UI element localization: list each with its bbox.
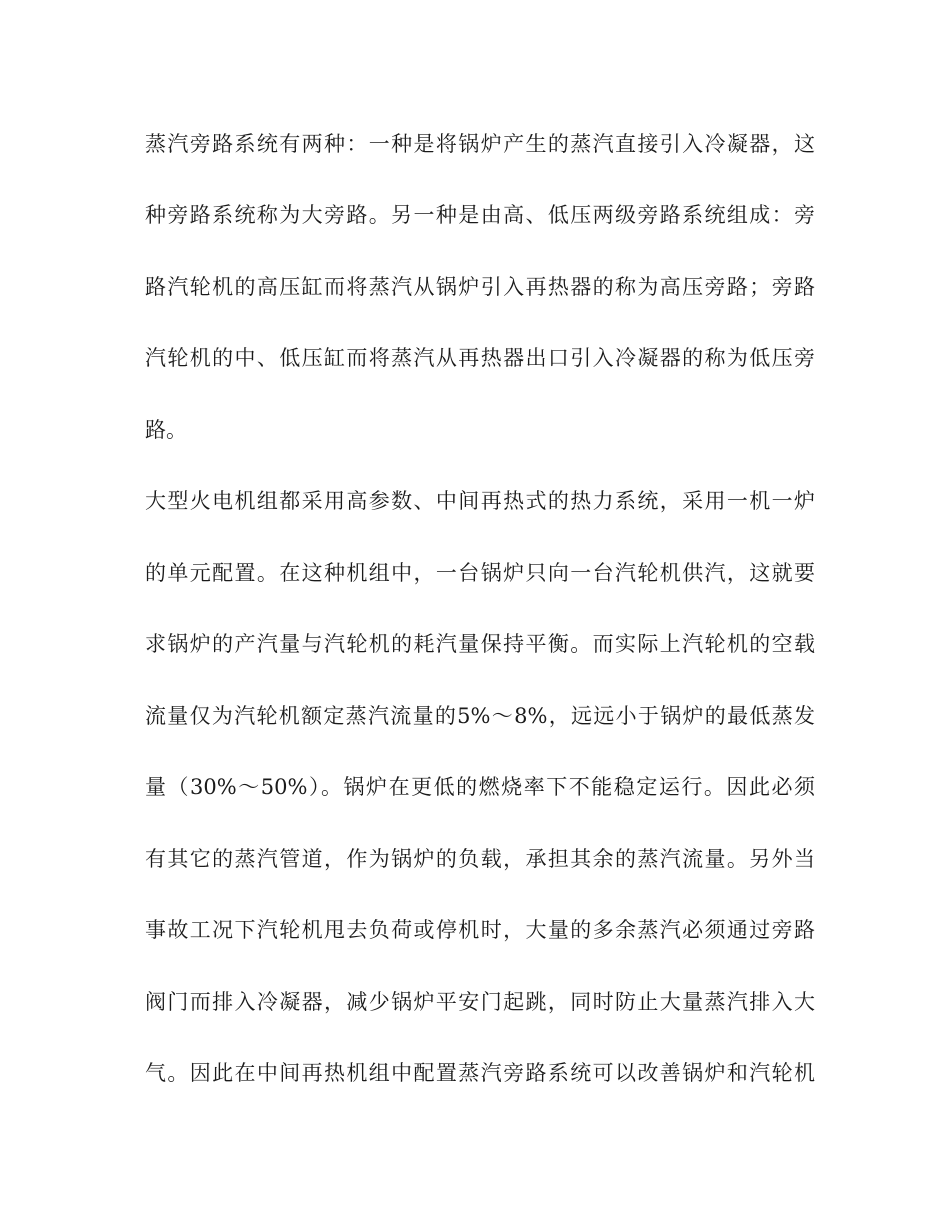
text-line: 汽轮机的中、低压缸而将蒸汽从再热器出口引入冷凝器的称为低压旁 — [145, 346, 815, 370]
text-line: 事故工况下汽轮机甩去负荷或停机时，大量的多余蒸汽必须通过旁路 — [145, 918, 815, 942]
text-line: 流量仅为汽轮机额定蒸汽流量的5%～8%，远远小于锅炉的最低蒸发 — [145, 704, 815, 728]
text-line: 有其它的蒸汽管道，作为锅炉的负载，承担其余的蒸汽流量。另外当 — [145, 847, 815, 871]
text-line: 的单元配置。在这种机组中，一台锅炉只向一台汽轮机供汽，这就要 — [145, 561, 815, 585]
text-line: 量（30%～50%）。锅炉在更低的燃烧率下不能稳定运行。因此必须 — [145, 775, 815, 799]
text-line: 气。因此在中间再热机组中配置蒸汽旁路系统可以改善锅炉和汽轮机 — [145, 1061, 815, 1085]
text-line: 求锅炉的产汽量与汽轮机的耗汽量保持平衡。而实际上汽轮机的空载 — [145, 632, 815, 656]
text-line: 大型火电机组都采用高参数、中间再热式的热力系统，采用一机一炉 — [145, 489, 815, 513]
text-line: 路。 — [145, 418, 187, 442]
text-line: 阀门而排入冷凝器，减少锅炉平安门起跳，同时防止大量蒸汽排入大 — [145, 990, 815, 1014]
text-line: 蒸汽旁路系统有两种：一种是将锅炉产生的蒸汽直接引入冷凝器，这 — [145, 132, 815, 156]
text-line: 种旁路系统称为大旁路。另一种是由高、低压两级旁路系统组成：旁 — [145, 203, 815, 227]
text-line: 路汽轮机的高压缸而将蒸汽从锅炉引入再热器的称为高压旁路；旁路 — [145, 275, 815, 299]
